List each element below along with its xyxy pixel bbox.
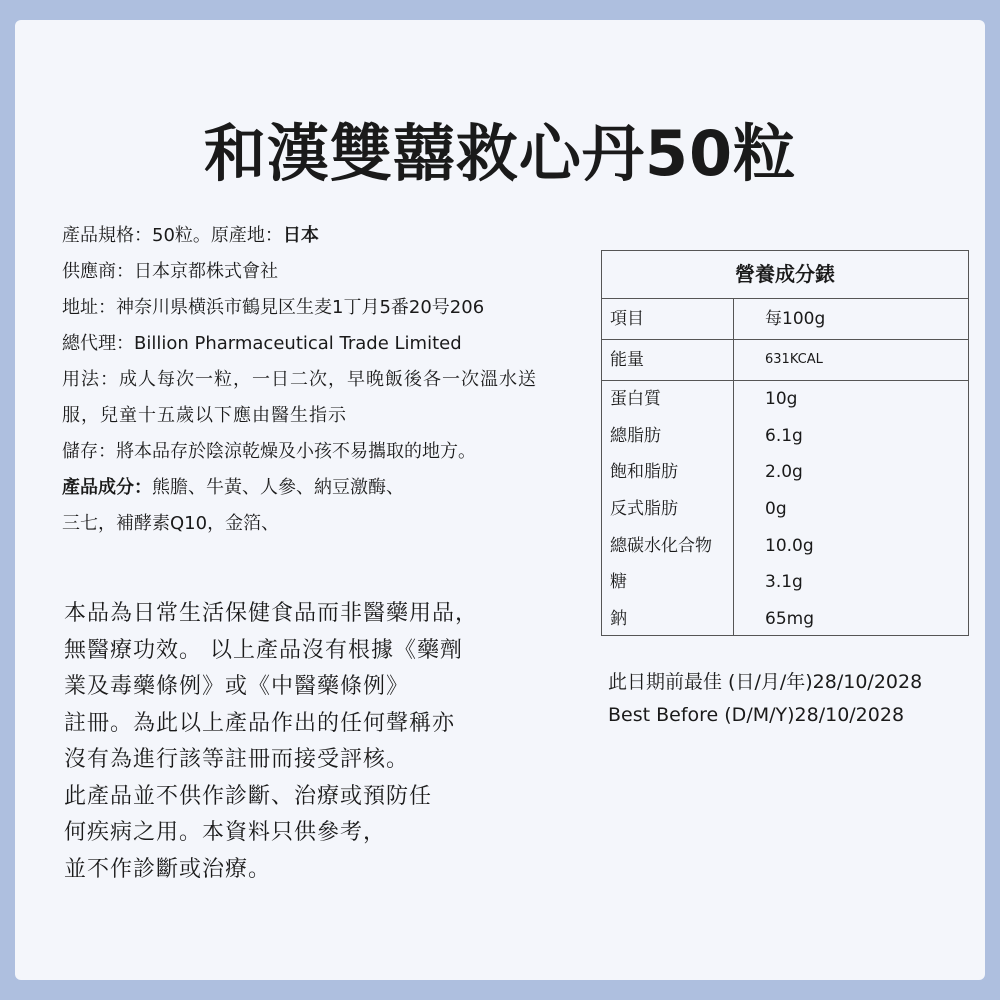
nutrient-value: 3.1g (765, 572, 803, 593)
nutrient-value: 10g (765, 389, 798, 409)
column-item-label: 項目 (610, 309, 644, 329)
disclaimer-line: 此產品並不供作診斷、治療或預防任 (64, 783, 433, 809)
energy-value: 631KCAL (765, 352, 823, 367)
product-info (62, 218, 592, 542)
nutrition-row (602, 491, 968, 528)
nutrition-row (602, 601, 968, 638)
origin-value: 日本 (282, 225, 319, 246)
best-before (608, 666, 922, 732)
disclaimer-line: 並不作診斷或治療。 (64, 856, 272, 882)
product-title: 和漢雙囍救心丹50粒 (203, 117, 797, 190)
nutrition-table-header: 營養成分錶 (602, 251, 968, 299)
nutrition-column-divider (733, 298, 734, 635)
disclaimer-line: 本品為日常生活保健食品而非醫藥用品， (64, 601, 479, 626)
nutrient-label: 反式脂肪 (610, 499, 678, 520)
nutrition-row (602, 528, 968, 565)
column-per-label: 每100g (765, 309, 826, 329)
storage-line: 儲存：將本品存於陰涼乾燥及小孩不易攜取的地方。 (62, 441, 476, 462)
disclaimer-line: 何疾病之用。本資料只供參考， (64, 820, 387, 845)
address-line: 地址：神奈川県横浜市鶴見区生麦1丁月5番20号206 (62, 297, 485, 318)
spec-line (62, 218, 592, 254)
disclaimer (64, 596, 534, 888)
usage-line-1: 用法：成人每次一粒，一日二次，早晚飯後各一次溫水送 (62, 369, 537, 390)
disclaimer-line: 沒有為進行該等註冊而接受評核。 (64, 747, 410, 772)
agent-line: 總代理：Billion Pharmaceutical Trade Limited (62, 333, 462, 354)
nutrient-value: 2.0g (765, 462, 803, 483)
nutrient-value: 10.0g (765, 535, 814, 556)
nutrition-row (602, 418, 968, 455)
nutrition-rows (602, 381, 968, 638)
nutrient-label: 總碳水化合物 (610, 535, 712, 556)
nutrient-value: 0g (765, 499, 787, 520)
disclaimer-line: 無醫療功效。 以上產品沒有根據《藥劑 (64, 637, 463, 663)
ingredients-label: 產品成分： (62, 477, 152, 498)
disclaimer-line: 業及毒藥條例》或《中醫藥條例》 (64, 674, 410, 699)
ingredients-value: 熊膽、牛黃、人參、納豆激酶、 (152, 477, 404, 498)
usage-line-2: 服，兒童十五歲以下應由醫生指示 (62, 405, 347, 426)
nutrition-table (601, 250, 969, 636)
best-before-english: Best Before (D/M/Y)28/10/2028 (608, 704, 905, 726)
nutrient-value: 6.1g (765, 425, 803, 446)
nutrition-row (602, 381, 968, 418)
nutrition-row (602, 564, 968, 601)
supplier-line: 供應商：日本京都株式會社 (62, 261, 278, 282)
disclaimer-line: 註冊。為此以上產品作出的任何聲稱亦 (64, 710, 456, 736)
nutrient-label: 鈉 (610, 609, 627, 630)
nutrition-row (602, 454, 968, 491)
nutrient-label: 糖 (610, 572, 627, 593)
nutrition-energy-row (602, 340, 968, 381)
ingredients-line (62, 470, 592, 506)
nutrient-label: 總脂肪 (610, 425, 661, 446)
nutrition-column-header-row (602, 299, 968, 340)
nutrient-label: 飽和脂肪 (610, 462, 678, 483)
best-before-chinese: 此日期前最佳 (日/月/年)28/10/2028 (608, 671, 923, 693)
nutrient-label: 蛋白質 (610, 389, 661, 409)
ingredients-line-2: 三七，補酵素Q10，金箔、 (62, 513, 280, 534)
energy-label: 能量 (610, 350, 644, 370)
spec-label: 產品規格： (62, 225, 152, 246)
nutrient-value: 65mg (765, 609, 814, 630)
spec-value: 50粒。原產地： (152, 225, 283, 246)
